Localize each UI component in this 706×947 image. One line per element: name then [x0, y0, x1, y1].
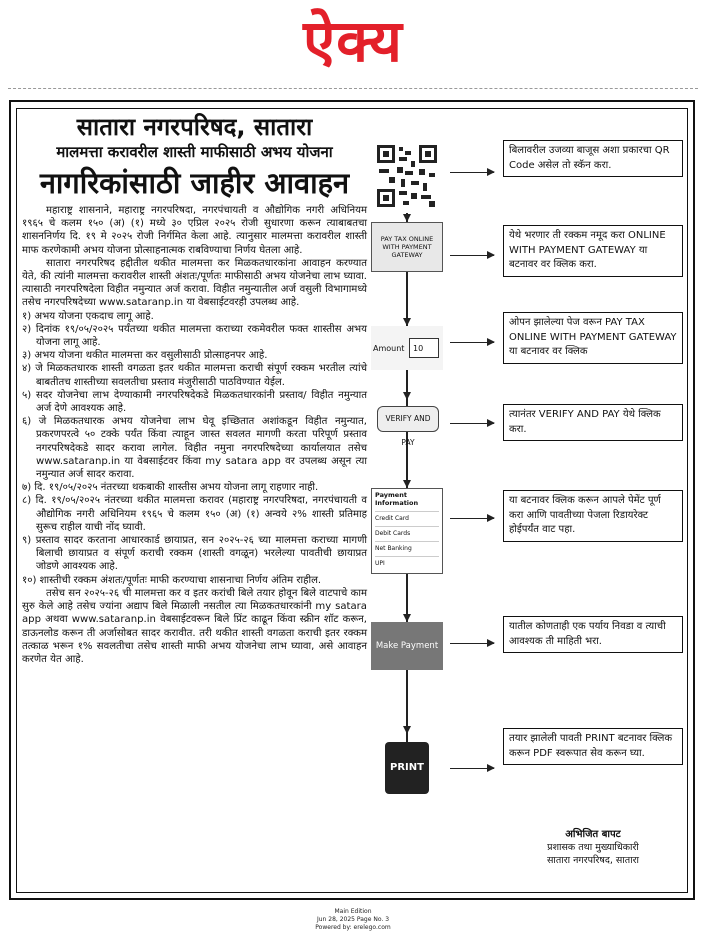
callout-scan-qr: बिलावरील उजव्या बाजूस अशा प्रकारचा QR Code असेल तो स्कॅन करा. — [503, 140, 683, 177]
callout-verify-and-pay: त्यानंतर VERIFY AND PAY येथे क्लिक करा. — [503, 404, 683, 441]
callout-enter-amount: येथे भरणार ती रक्कम नमूद करा ONLINE WITH PAYMENT GATEWAY या बटनावर वर क्लिक करा. — [503, 225, 683, 277]
newspaper-masthead — [0, 0, 706, 86]
amount-input[interactable]: 10 — [409, 338, 439, 358]
pay-tax-online-button[interactable] — [371, 222, 443, 272]
right-arrow-icon — [450, 768, 494, 769]
notice-text-column — [22, 112, 367, 666]
payment-information-panel — [371, 488, 443, 574]
callout-choose-option: यातील कोणताही एक पर्याय निवडा व त्याची आवश्यक ती माहिती भरा. — [503, 616, 683, 653]
make-payment-button[interactable] — [371, 622, 443, 670]
callout-pay-tax-online: ओपन झालेल्या पेज वरून PAY TAX ONLINE WITH PAYMENT GATEWAY या बटनावर वर क्लिक — [503, 312, 683, 364]
verify-and-pay-button[interactable]: VERIFY AND PAY — [377, 406, 439, 432]
notice-paragraph-1: महाराष्ट्र शासनाने, महाराष्ट्र नगरपरिषदा, नगरपंचायती व औद्योगिक नगरी अधिनियम १९६५ चे कलम १५० (अ) (१) मध्ये ३० एप्रिल २०२५ रोजी सुधारणा करून त्याबाबतचा शासननिर्णय दि. १९ मे २०२५ रोजी निर्गमित केला आहे. त्यानुसार मालमत्ता करावरील शास्ती माफ करणेकामी अभय योजना प्रोत्साहनात्मक राबविण्याचा निर्णय घेतला आहे. — [22, 205, 367, 256]
footer-powered-by: Powered by: erelego.com — [315, 924, 391, 931]
notice-title: सातारा नगरपरिषद, सातारा — [76, 113, 313, 141]
notice-item: ५) सदर योजनेचा लाभ देण्याकामी नगरपरिषदेकडे मिळकतधारकांनी प्रस्ताव/ विहीत नमुन्यात अर्ज देणे आवश्यक आहे. — [22, 389, 367, 415]
print-button[interactable]: PRINT — [385, 742, 429, 794]
qr-code-icon — [375, 143, 439, 209]
notice-paragraph-3: तसेच सन २०२५-२६ ची मालमत्ता कर व इतर करांची बिले तयार होवून बिले वाटपाचे काम सुरु केले आहे तसेच ज्यांना अद्याप बिले मिळाली नसतील त्या मिळकतधारकांनी my satara app अथवा www.sataranp.in वेबसाईटवरून बिले प्रिंट काढून किंवा स्क्रीन शॉट करून, डाऊनलोड करून ती अर्जासोबत सादर करावीत. तरी थकीत शास्ती वगळता कराची इतर रक्कम तत्काळ भरून १% सवलतीचा तसेच शास्ती माफी अभय योजनेचा लाभ घ्यावा, असे आवाहन करणेत येत आहे. — [22, 587, 367, 665]
pay-tax-online-label: PAY TAX ONLINE WITH PAYMENT GATEWAY — [380, 235, 434, 259]
down-arrow-icon — [403, 214, 411, 222]
page-footer — [0, 908, 706, 932]
footer-date-page: Jun 28, 2025 Page No. 3 — [316, 916, 390, 923]
right-arrow-icon — [450, 255, 494, 256]
callout-complete-payment: या बटनावर क्लिक करून आपले पेमेंट पूर्ण करा आणि पावतीच्या पेजला रिडायरेक्ट होईपर्यंत वाट पहा. — [503, 490, 683, 542]
notice-item: ३) अभय योजना थकीत मालमत्ता कर वसुलीसाठी प्रोत्साहनपर आहे. — [22, 350, 268, 362]
make-payment-label: Make Payment — [375, 641, 439, 651]
qr-code-image — [371, 143, 443, 213]
payment-option[interactable]: Debit Cards — [375, 526, 439, 541]
notice-item: ४) जे मिळकतधारक शास्ती वगळता इतर थकीत मालमत्ता कराची संपूर्ण रक्कम भरतील त्यांचे बाबतीतच शास्तीच्या सवलतीचा प्रस्ताव मंजुरीसाठी पाठविण्यात येईल. — [22, 363, 367, 388]
signatory-designation: प्रशासक तथा मुख्याधिकारी — [547, 842, 639, 853]
notice-paragraph-2: सातारा नगरपरिषद हद्दीतील थकीत मालमत्ता कर मिळकतधारकांना आवाहन करण्यात येते, की त्यांनी मालमत्ता करावरील शास्ती अंशतः/पूर्णतः माफीसाठी अभय योजनेचा लाभ घ्यावा. त्यासाठी नगरपरिषदेला विहीत नमुन्यात अर्ज करावा. विहीत नमुन्यातील अर्ज वसुली विभागामध्ये तसेच नगरपरिषदेच्या www.sataranp.in या वेबसाईटवरही उपलब्ध आहे. — [22, 257, 367, 309]
right-arrow-icon — [450, 423, 494, 424]
verify-and-pay-panel — [371, 400, 443, 447]
down-arrow-icon — [403, 614, 411, 622]
down-arrow-icon — [403, 480, 411, 488]
down-arrow-icon — [403, 392, 411, 400]
payment-info-title: Payment Information — [375, 491, 419, 507]
signatory-office: सातारा नगरपरिषद, सातारा — [546, 855, 640, 866]
masthead-separator — [8, 88, 698, 89]
down-arrow-icon — [403, 318, 411, 326]
notice-body — [22, 204, 367, 666]
notice-item: ९) प्रस्ताव सादर करताना आधारकार्ड छायाप्रत, सन २०२५-२६ च्या मालमत्ता कराच्या मागणी बिलाची छायाप्रत व संपूर्ण कराची रक्कम (शास्ती वगळून) भरलेल्या पावतीची छायाप्रत जोडणे आवश्यक आहे. — [22, 535, 368, 573]
footer-edition: Main Edition — [334, 908, 372, 915]
notice-item: १०) शास्तीची रक्कम अंशतः/पूर्णतः माफी करण्याचा शासनाचा निर्णय अंतिम राहील. — [22, 574, 322, 586]
masthead-logo: ऐक्य — [303, 7, 403, 75]
payment-option[interactable]: UPI — [375, 556, 439, 571]
right-arrow-icon — [450, 172, 494, 173]
right-arrow-icon — [450, 342, 494, 343]
notice-headline: नागरिकांसाठी जाहीर आवाहन — [39, 166, 350, 200]
notice-item: ८) दि. १९/०५/२०२५ नंतरच्या थकीत मालमत्ता करावर (महाराष्ट्र नगरपरिषदा, नगरपंचायती व औद्योगिक नगरी अधिनियम १९६५ चे कलम १५० (अ) (१) अन्वये २% शास्ती प्रतिमाह सुरूच राहील याची नोंद घ्यावी. — [22, 495, 367, 533]
notice-item: १) अभय योजना एकदाच लागू आहे. — [22, 310, 154, 322]
down-arrow-icon — [403, 726, 411, 734]
right-arrow-icon — [450, 643, 494, 644]
amount-field-panel — [371, 326, 443, 370]
signature-block — [503, 828, 683, 867]
notice-item: २) दिनांक १९/०५/२०२५ पर्यंतच्या थकीत मालमत्ता कराच्या रकमेवरील फक्त शास्तीस अभय योजना लागू आहे. — [22, 323, 367, 349]
callout-print-receipt: तयार झालेली पावती PRINT बटनावर क्लिक करून PDF स्वरूपात सेव करून घ्या. — [503, 728, 683, 765]
print-panel — [371, 734, 443, 804]
amount-label: Amount — [373, 344, 405, 353]
notice-subtitle: मालमत्ता करावरील शास्ती माफीसाठी अभय योजना — [56, 143, 333, 161]
payment-option[interactable]: Credit Card — [375, 511, 439, 526]
notice-item: ७) दि. १९/०५/२०२५ नंतरच्या थकबाकी शास्तीस अभय योजना लागू राहणार नाही. — [22, 482, 319, 494]
payment-option[interactable]: Net Banking — [375, 541, 439, 556]
right-arrow-icon — [450, 518, 494, 519]
signatory-name: अभिजित बापट — [565, 829, 621, 840]
notice-item: ६) जे मिळकतधारक अभय योजनेचा लाभ घेवू इच्छितात अशांकडून विहीत नमुन्यात, प्रकरणपरत्वे ५० टक्के पर्यंत किंवा त्याहून जास्त सवलत मागणी करता परिपूर्ण प्रस्ताव नगरपरिषदेकडे सादर करावा लागेल. विहीत नमुना नगरपरिषदेच्या कार्यालयात तसेच www.sataranp.in या वेबसाईटवर किंवा my satara app वर उपलब्ध असून त्या नमुन्यात अर्ज सादर करावा. — [22, 416, 367, 481]
